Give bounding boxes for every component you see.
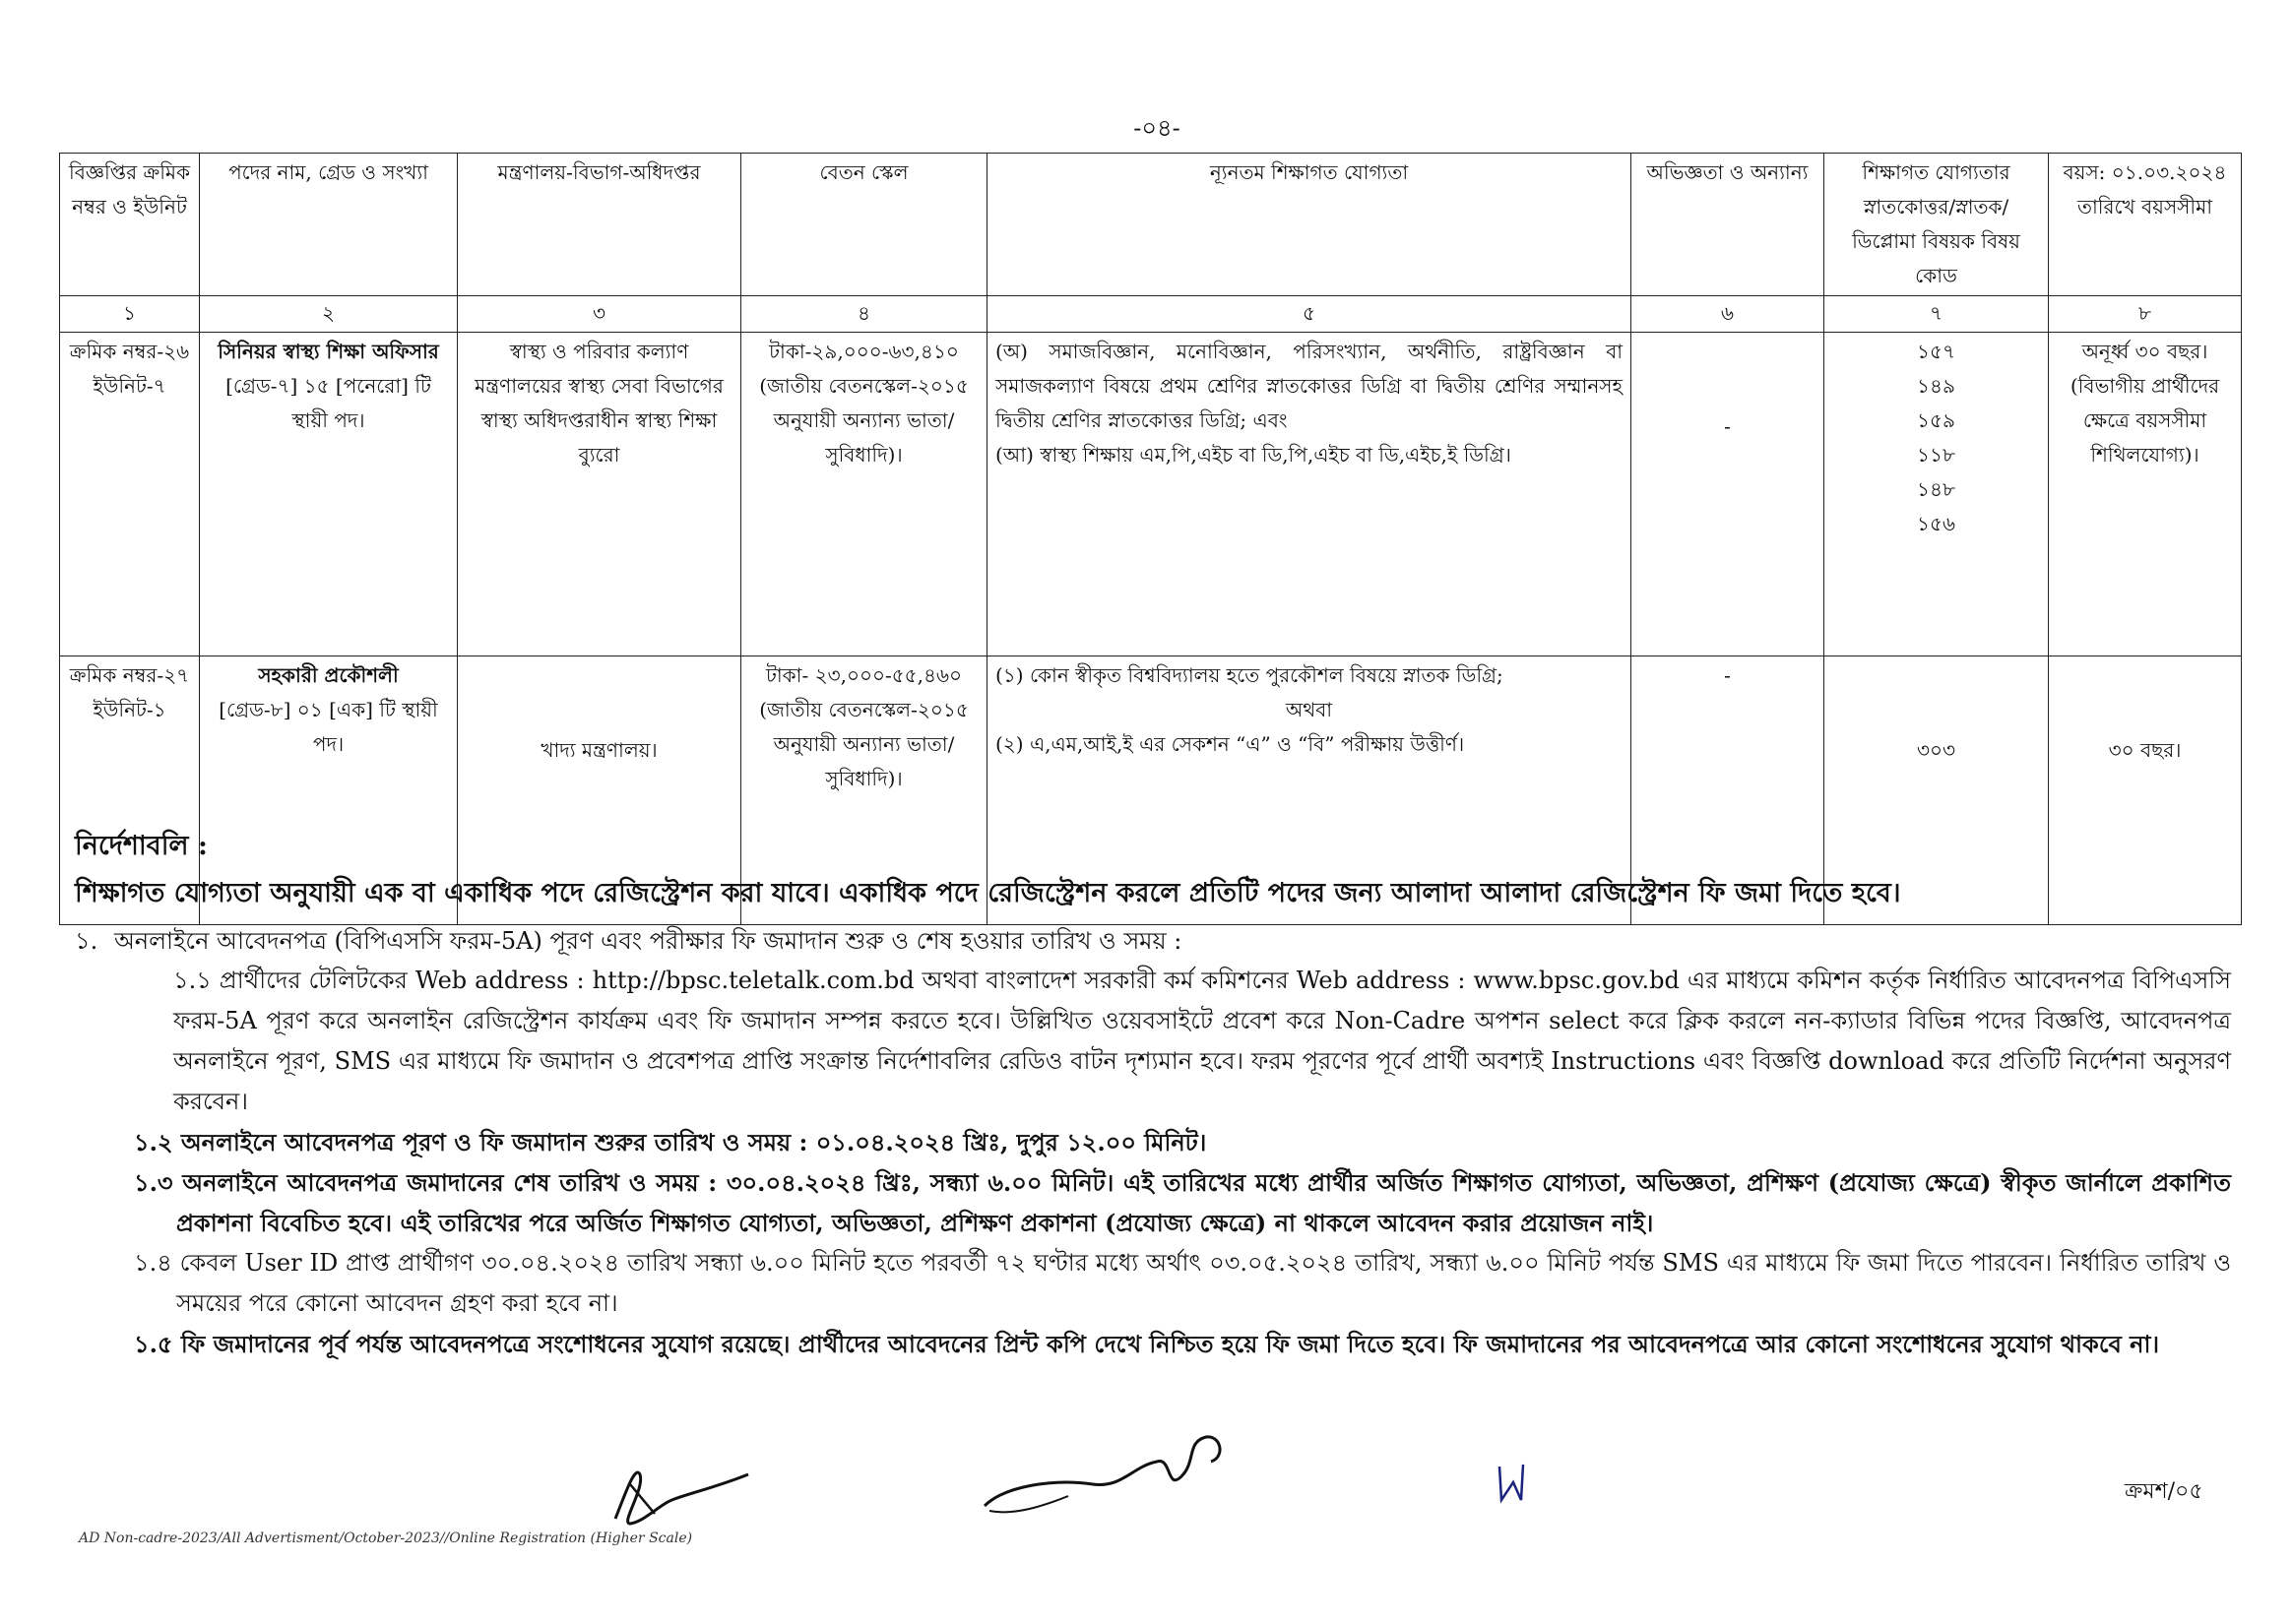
serial-cell: ক্রমিক নম্বর-২৬ ইউনিট-৭ — [60, 333, 200, 656]
vacancy-table — [59, 153, 2242, 925]
continued-marker: ক্রমশ/০৫ — [2125, 1479, 2203, 1504]
qualification-or: অথবা — [1285, 698, 1333, 721]
age-cell: ৩০ বছর। — [2049, 656, 2242, 925]
ministry-cell: স্বাস্থ্য ও পরিবার কল্যাণ মন্ত্রণালয়ের স্বাস্থ্য সেবা বিভাগের স্বাস্থ্য অধিদপ্তরাধীন স্বাস্থ্য শিক্ষা ব্যুরো — [458, 333, 741, 656]
qualification-a: (১) কোন স্বীকৃত বিশ্ববিদ্যালয় হতে পুরকৌশল বিষয়ে স্নাতক ডিগ্রি; — [995, 663, 1503, 687]
instruction-1-4: ১.৪ কেবল User ID প্রাপ্ত প্রার্থীগণ ৩০.০৪.২০২৪ তারিখ সন্ধ্যা ৬.০০ মিনিট হতে পরবর্তী ৭২ ঘণ্টার মধ্যে অর্থাৎ ০৩.০৫.২০২৪ তারিখ, সন্ধ্যা ৬.০০ মিনিট পর্যন্ত SMS এর মাধ্যমে ফি জমা দিতে পারবেন। নির্ধারিত তারিখ ও সময়ের পরে কোনো আবেদন গ্রহণ করা হবে না। — [134, 1249, 2231, 1317]
qualification-b: (আ) স্বাস্থ্য শিক্ষায় এম,পি,এইচ বা ডি,পি,এইচ বা ডি,এইচ,ই ডিগ্রি। — [995, 443, 1511, 467]
signature-2 — [975, 1417, 1241, 1526]
instruction-number: ১. — [75, 927, 98, 955]
column-number-row — [60, 296, 2242, 333]
column-number: ৩ — [458, 296, 741, 333]
qualification-cell — [987, 333, 1631, 656]
post-grade: [গ্রেড-৮] ০১ [এক] টি স্থায়ী পদ। — [219, 698, 438, 756]
instruction-item-1-title: অনলাইনে আবেদনপত্র (বিপিএসসি ফরম-5A) পূরণ এবং পরীক্ষার ফি জমাদান শুরু ও শেষ হওয়ার তারিখ ও সময় : — [114, 927, 1182, 955]
header-ministry: মন্ত্রণালয়-বিভাগ-অধিদপ্তর — [458, 154, 741, 296]
subject-code: ১১৮ — [1917, 443, 1955, 467]
subject-code: ১৫৯ — [1917, 408, 1955, 432]
qualification-a: (অ) সমাজবিজ্ঞান, মনোবিজ্ঞান, পরিসংখ্যান, অর্থনীতি, রাষ্ট্রবিজ্ঞান বা সমাজকল্যাণ বিষয়ে প্রথম শ্রেণির স্নাতকোত্তর ডিগ্রি বা দ্বিতীয় শ্রেণির সম্মানসহ দ্বিতীয় শ্রেণির স্নাতকোত্তর ডিগ্রি; এবং — [995, 340, 1623, 432]
header-pay-scale: বেতন স্কেল — [741, 154, 987, 296]
column-number: ৮ — [2049, 296, 2242, 333]
header-serial: বিজ্ঞপ্তির ক্রমিক নম্বর ও ইউনিট — [60, 154, 200, 296]
column-number: ৫ — [987, 296, 1631, 333]
experience-cell: - — [1631, 656, 1824, 925]
subject-code: ১৪৯ — [1917, 374, 1955, 398]
column-number: ৬ — [1631, 296, 1824, 333]
pay-scale-cell: টাকা-২৯,০০০-৬৩,৪১০ (জাতীয় বেতনস্কেল-২০১৫ অনুযায়ী অন্যান্য ভাতা/সুবিধাদি)। — [741, 333, 987, 656]
subject-code-cell: ৩০৩ — [1824, 656, 2049, 925]
instruction-item-1 — [75, 921, 2231, 961]
post-grade: [গ্রেড-৭] ১৫ [পনেরো] টি স্থায়ী পদ। — [225, 374, 431, 432]
instructions-notice: শিক্ষাগত যোগ্যতা অনুযায়ী এক বা একাধিক পদে রেজিস্ট্রেশন করা যাবে। একাধিক পদে রেজিস্ট্রেশন করলে প্রতিটি পদের জন্য আলাদা আলাদা রেজিস্ট্রেশন ফি জমা দিতে হবে। — [75, 878, 1901, 908]
footer-reference: AD Non-cadre-2023/All Advertisment/October-2023//Online Registration (Higher Scale) — [79, 1530, 693, 1546]
header-experience: অভিজ্ঞতা ও অন্যান্য — [1631, 154, 1824, 296]
instruction-1-5: ১.৫ ফি জমাদানের পূর্ব পর্যন্ত আবেদনপত্রে সংশোধনের সুযোগ রয়েছে। প্রার্থীদের আবেদনের প্রিন্ট কপি দেখে নিশ্চিত হয়ে ফি জমা দিতে হবে। ফি জমাদানের পর আবেদনপত্রে আর কোনো সংশোধনের সুযোগ থাকবে না। — [134, 1330, 2160, 1358]
column-number: ২ — [200, 296, 458, 333]
post-cell — [200, 333, 458, 656]
header-subject-code: শিক্ষাগত যোগ্যতার স্নাতকোত্তর/স্নাতক/ ডিপ্লোমা বিষয়ক বিষয় কোড — [1824, 154, 2049, 296]
experience-cell: - — [1631, 333, 1824, 656]
ministry-cell: খাদ্য মন্ত্রণালয়। — [458, 656, 741, 925]
instruction-1-1: ১.১ প্রার্থীদের টেলিটকের Web address : http://bpsc.teletalk.com.bd অথবা বাংলাদেশ সরকারী কর্ম কমিশনের Web address : www.bpsc.gov.bd এর মাধ্যমে কমিশন কর্তৃক নির্ধারিত আবেদনপত্র বিপিএসসি ফরম-5A পূরণ করে অনলাইন রেজিস্ট্রেশন কার্যক্রম এবং ফি জমাদান সম্পন্ন করতে হবে। উল্লিখিত ওয়েবসাইটে প্রবেশ করে Non-Cadre অপশন select করে ক্লিক করলে নন-ক্যাডার বিভিন্ন পদের বিজ্ঞপ্তি, আবেদনপত্র অনলাইনে পূরণ, SMS এর মাধ্যমে ফি জমাদান ও প্রবেশপত্র প্রাপ্তি সংক্রান্ত নির্দেশাবলির রেডিও বাটন দৃশ্যমান হবে। ফরম পূরণের পূর্বে প্রার্থী অবশ্যই Instructions এবং বিজ্ঞপ্তি download করে প্রতিটি নির্দেশনা অনুসরণ করবেন। — [173, 967, 2231, 1115]
post-title: সিনিয়র স্বাস্থ্য শিক্ষা অফিসার — [218, 340, 439, 363]
instructions-section — [75, 827, 2231, 1364]
pay-scale-cell: টাকা- ২৩,০০০-৫৫,৪৬০ (জাতীয় বেতনস্কেল-২০১৫ অনুযায়ী অন্যান্য ভাতা/সুবিধাদি)। — [741, 656, 987, 925]
page-number: -০৪- — [1133, 114, 1180, 142]
header-age: বয়স: ০১.০৩.২০২৪ তারিখে বয়সসীমা — [2049, 154, 2242, 296]
qualification-b: (২) এ,এম,আই,ই এর সেকশন “এ” ও “বি” পরীক্ষায় উত্তীর্ণ। — [995, 732, 1465, 756]
post-title: সহকারী প্রকৌশলী — [258, 663, 399, 687]
subject-code: ১৫৭ — [1917, 340, 1955, 363]
serial-cell: ক্রমিক নম্বর-২৭ ইউনিট-১ — [60, 656, 200, 925]
instructions-heading: নির্দেশাবলি : — [75, 831, 208, 861]
header-qualification: ন্যূনতম শিক্ষাগত যোগ্যতা — [987, 154, 1631, 296]
signature-1 — [601, 1455, 768, 1533]
subject-code: ১৫৬ — [1917, 512, 1955, 535]
instruction-1-3: ১.৩ অনলাইনে আবেদনপত্র জমাদানের শেষ তারিখ ও সময় : ৩০.০৪.২০২৪ খ্রিঃ, সন্ধ্যা ৬.০০ মিনিট। এই তারিখের মধ্যে প্রার্থীর অর্জিত শিক্ষাগত যোগ্যতা, অভিজ্ঞতা, প্রশিক্ষণ (প্রযোজ্য ক্ষেত্রে) স্বীকৃত জার্নালে প্রকাশিত প্রকাশনা বিবেচিত হবে। এই তারিখের পরে অর্জিত শিক্ষাগত যোগ্যতা, অভিজ্ঞতা, প্রশিক্ষণ প্রকাশনা (প্রযোজ্য ক্ষেত্রে) না থাকলে আবেদন করার প্রয়োজন নাই। — [134, 1168, 2231, 1237]
header-post: পদের নাম, গ্রেড ও সংখ্যা — [200, 154, 458, 296]
column-number: ১ — [60, 296, 200, 333]
table-header-row — [60, 154, 2242, 296]
subject-code: ১৪৮ — [1917, 477, 1955, 501]
column-number: ৭ — [1824, 296, 2049, 333]
table-row — [60, 333, 2242, 656]
subject-code-cell — [1824, 333, 2049, 656]
instruction-1-2: ১.২ অনলাইনে আবেদনপত্র পূরণ ও ফি জমাদান শুরুর তারিখ ও সময় : ০১.০৪.২০২৪ খ্রিঃ, দুপুর ১২.০০ মিনিট। — [134, 1128, 1207, 1156]
signature-3 — [1492, 1459, 1531, 1508]
column-number: ৪ — [741, 296, 987, 333]
age-cell: অনূর্ধ্ব ৩০ বছর। (বিভাগীয় প্রার্থীদের ক্ষেত্রে বয়সসীমা শিথিলযোগ্য)। — [2049, 333, 2242, 656]
